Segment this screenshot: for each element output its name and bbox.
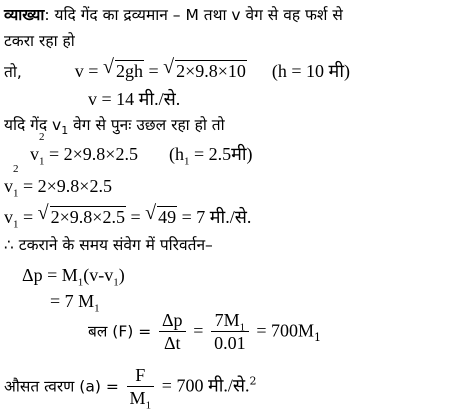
fraction-dp-dt: $\frac{\Delta p}{\Delta t}$ — [159, 309, 186, 354]
line-3-cond: (h = 10 मी) — [271, 61, 350, 81]
line-1 — [4, 4, 343, 26]
fraction-7m1-0.01: $\frac{7M_1}{0.01}$ — [211, 309, 249, 354]
sqrt-49: √ 49 — [145, 202, 177, 227]
line-10: $\Delta p = M_1(v-v_1)$ — [22, 265, 125, 289]
line-12: बल (F) = $\frac{\Delta p}{\Delta t}$ = $\frac{7M_1}{0.01}$ = $700M_1$ — [88, 310, 322, 353]
line-2: टकरा रहा हो — [4, 32, 75, 50]
line-3-to: तो, — [4, 63, 22, 81]
line-5: यदि गेंद $v_1$ वेग से पुनः उछल रहा हो तो — [4, 116, 225, 138]
line-11: = 7 $M_1$ — [50, 291, 100, 315]
line-7: v 2 $_1$ = 2×9.8×2.5 — [4, 163, 112, 200]
line-6: v 2 $_1$ = 2×9.8×2.5 ($h_1$ = 2.5मी) — [30, 131, 253, 168]
explanation-label: व्याख्या — [4, 6, 45, 24]
sqrt-2gh: √ 2gh — [102, 56, 143, 81]
sqrt-2x9.8x2.5: √ 2×9.8×2.5 — [37, 202, 125, 227]
line-3 — [4, 56, 350, 83]
line-3-eq: = — [148, 61, 159, 81]
line-13: औसत त्वरण (a) = $\frac{F}{M_1}$ = 700 मी./से.$^2$ — [4, 365, 257, 412]
line-3-v: v = — [74, 61, 99, 81]
line-9: ∴ टकराने के समय संवेग में परिवर्तन– — [4, 236, 213, 254]
line-4: v = 14 मी./से. — [88, 89, 181, 109]
line-8: $v_1$ = √ 2×9.8×2.5 = √ 49 = 7 मी./से. — [4, 202, 252, 231]
line-1-text: : यदि गेंद का द्रव्यमान – M तथा v वेग से वह फर्श से — [44, 6, 343, 24]
fraction-f-m1: $\frac{F}{M_1}$ — [127, 364, 155, 409]
sqrt-2x9.8x10: √ 2×9.8×10 — [163, 56, 246, 81]
